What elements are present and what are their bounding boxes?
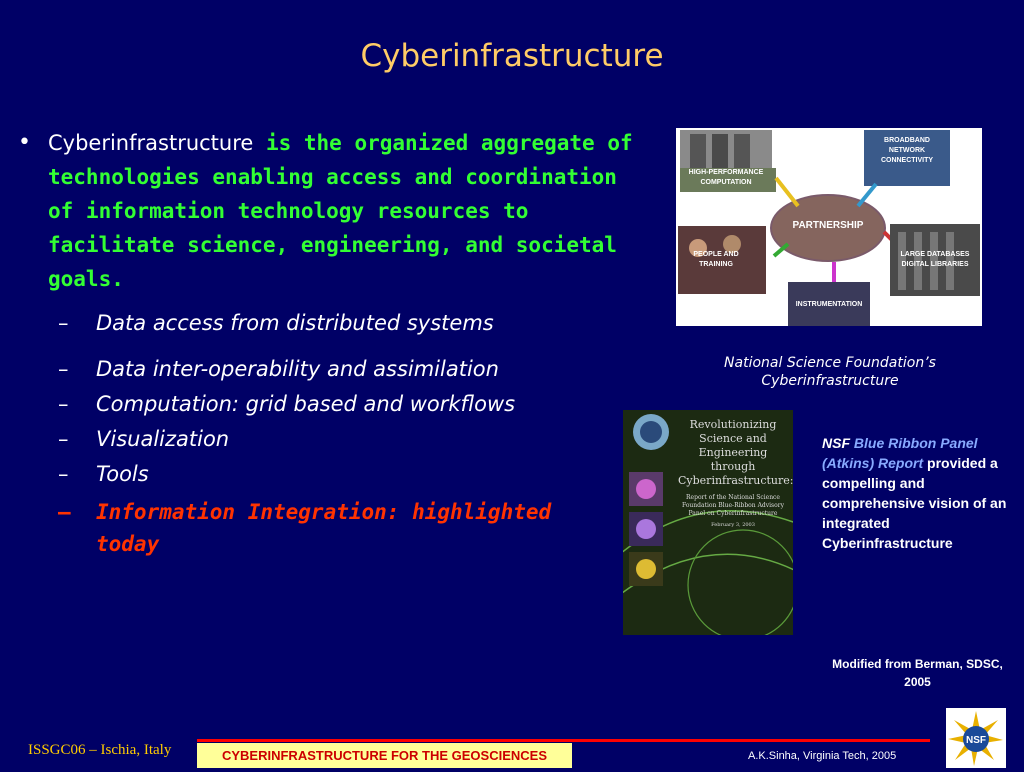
panel-note: [822, 433, 1017, 553]
broadband-label-3: CONNECTIVITY: [880, 157, 934, 164]
partnership-diagram-image: [676, 128, 982, 326]
bullet-dot-icon: •: [18, 130, 31, 155]
databases-label-2: DIGITAL LIBRARIES: [901, 261, 969, 268]
list-item: – Computation: grid based and workflows: [58, 387, 658, 422]
hpc-label-1: HIGH-PERFORMANCE: [688, 169, 764, 176]
partnership-label: PARTNERSHIP: [792, 220, 864, 231]
cover-date: February 3, 2003: [711, 522, 755, 528]
people-photo: [678, 226, 766, 294]
footer-title: CYBERINFRASTRUCTURE FOR THE GEOSCIENCES: [197, 743, 572, 768]
dash-icon: –: [58, 500, 71, 524]
nsf-logo-icon: [946, 708, 1006, 768]
dash-icon: –: [58, 357, 69, 381]
list-item: – Tools: [58, 457, 658, 492]
definition-text: [48, 126, 648, 296]
nsf-logo-text: NSF: [966, 735, 986, 746]
people-label-2: TRAINING: [699, 261, 733, 268]
nsf-logo-svg: [946, 708, 1006, 768]
panel-note-rest: provided a compelling and comprehensive vision of an integrated Cyberinfrastructure: [822, 455, 1007, 551]
definition-body: is the organized aggregate of technologies enabling access and coordination of information technology resources to facilitate science, engineering, and societal goals.: [48, 131, 633, 291]
list-item: – Data access from distributed systems: [58, 306, 658, 341]
definition-lead: Cyberinfrastructure: [48, 131, 254, 155]
instrumentation-label: INSTRUMENTATION: [795, 301, 863, 308]
dash-icon: –: [58, 462, 69, 486]
dash-icon: –: [58, 311, 69, 335]
footer-author: A.K.Sinha, Virginia Tech, 2005: [748, 750, 897, 762]
credit-note: Modified from Berman, SDSC, 2005: [832, 657, 1003, 689]
main-bullet: [18, 126, 658, 296]
main-content: [18, 126, 658, 560]
highlight-item: – Information Integration: highlighted today: [58, 496, 658, 560]
hpc-label-2: COMPUTATION: [700, 179, 752, 186]
people-label-1: PEOPLE AND: [693, 251, 739, 258]
list-item: – Data inter-operability and assimilation: [58, 352, 658, 387]
footer-left: ISSGC06 – Ischia, Italy: [28, 742, 172, 758]
panel-note-panel: Blue Ribbon Panel (Atkins) Report: [822, 435, 978, 471]
cover-title: Revolutionizing Science and Engineering through Cyberinfrastructure:: [678, 418, 793, 487]
broadband-label-2: NETWORK: [888, 147, 926, 154]
cover-subtitle: Report of the National Science Foundation Blue-Ribbon Advisory Panel on Cyberinfrastructure: [681, 494, 784, 517]
partnership-diagram-svg: [676, 128, 982, 326]
slide-title: Cyberinfrastructure: [360, 38, 664, 74]
list-item: – Visualization: [58, 422, 658, 457]
databases-label-1: LARGE DATABASES: [900, 251, 970, 258]
dash-icon: –: [58, 392, 69, 416]
footer-divider: [197, 739, 930, 742]
sub-bullet-list: [18, 306, 658, 560]
broadband-label-1: BROADBAND: [884, 137, 930, 144]
panel-note-nsf: NSF: [822, 435, 850, 451]
dash-icon: –: [58, 427, 69, 451]
report-cover-image: [623, 410, 793, 635]
nsf-caption: National Science Foundation’s Cyberinfrastructure: [724, 355, 936, 389]
cover-text: [678, 418, 793, 528]
